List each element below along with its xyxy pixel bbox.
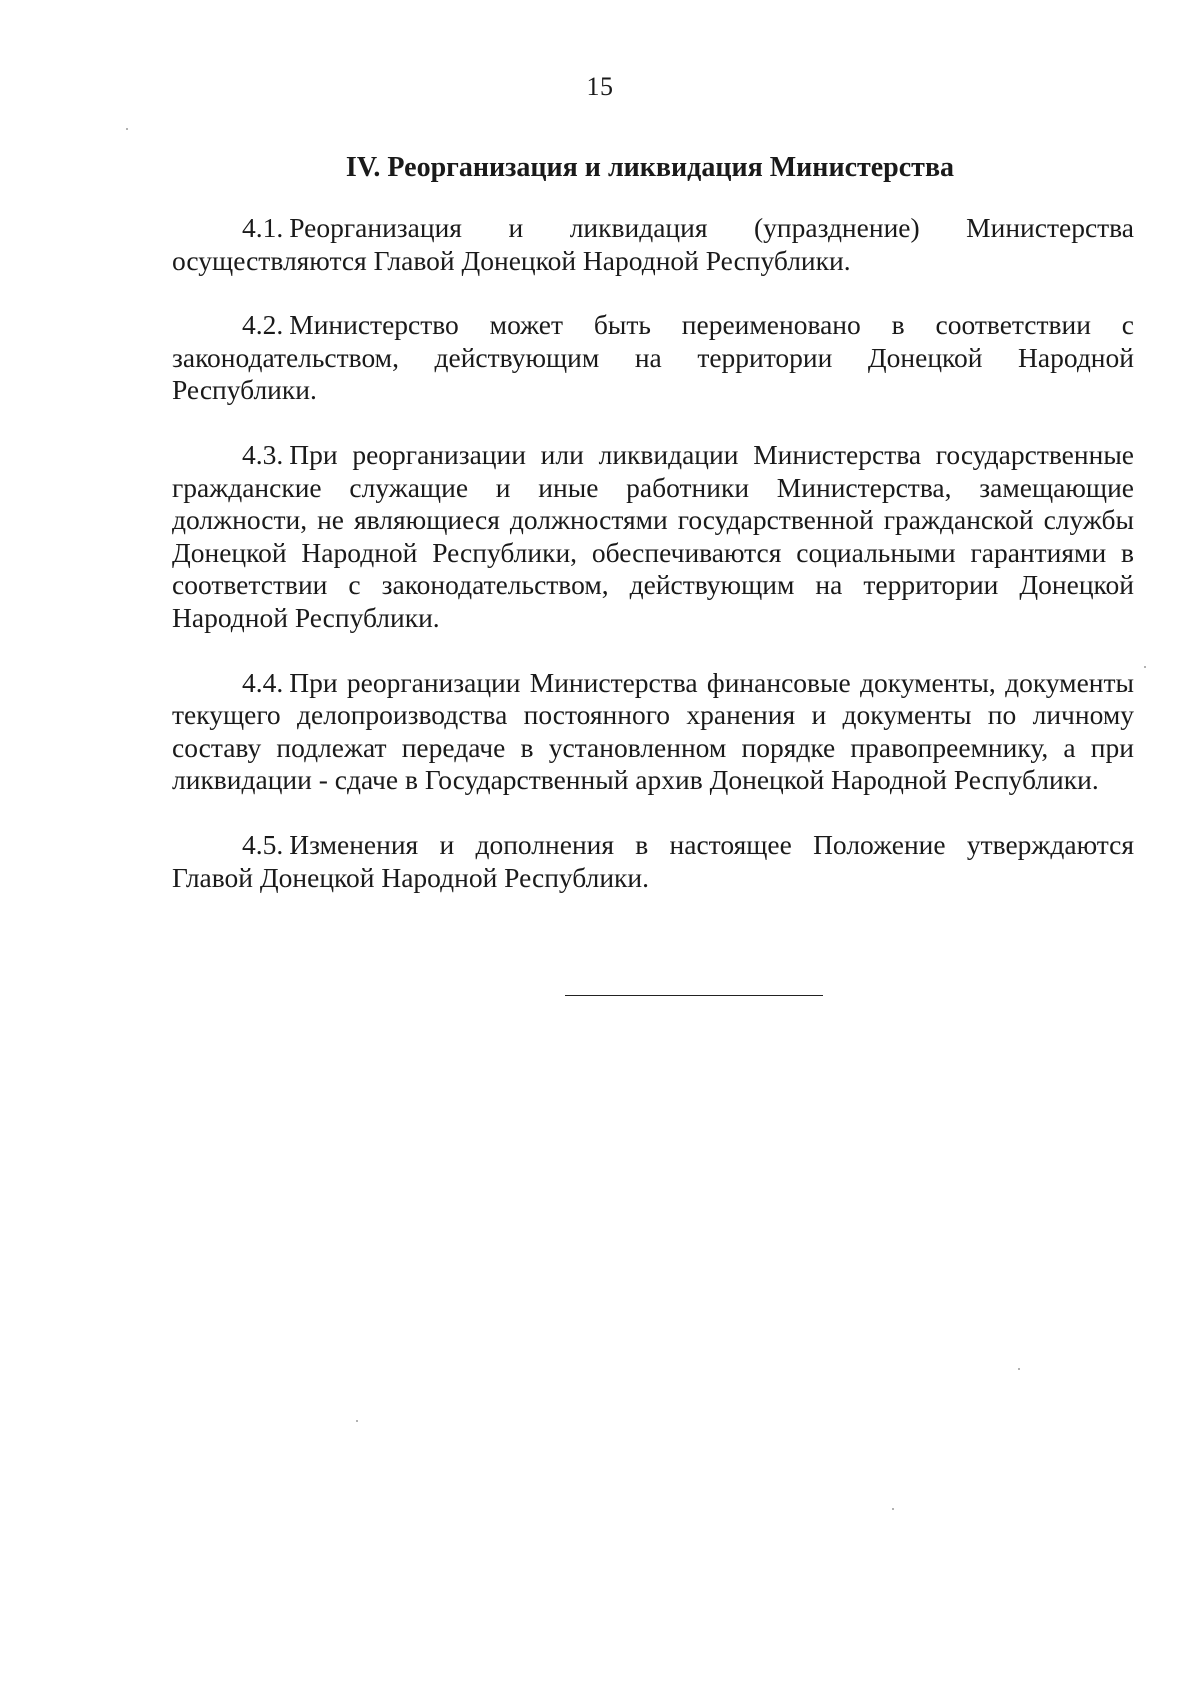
section-title: IV. Реорганизация и ликвидация Министерства — [345, 152, 955, 183]
paragraph-text: Изменения и дополнения в настоящее Положение утверждаются Главой Донецкой Народной Республики. — [172, 828, 1134, 893]
paragraph-4-4 — [172, 667, 1134, 797]
paragraph-4-3 — [172, 439, 1134, 635]
page-number: 15 — [586, 72, 614, 101]
paragraph-4-2 — [172, 309, 1134, 407]
paragraph-number: 4.5. — [242, 828, 284, 860]
paragraph-number: 4.1. — [242, 212, 284, 243]
scan-speck — [1018, 1368, 1020, 1370]
scan-speck — [356, 1420, 358, 1422]
paragraph-text: Реорганизация и ликвидация (упразднение) Министерства осуществляются Главой Донецкой Народной Республики. — [172, 212, 1134, 276]
paragraph-number: 4.2. — [242, 309, 284, 341]
paragraph-number: 4.4. — [242, 666, 284, 698]
paragraph-text: Министерство может быть переименовано в соответствии с законодательством, действующим на территории Донецкой Народной Республики. — [172, 309, 1134, 406]
closing-rule — [565, 995, 823, 996]
scan-speck — [1144, 666, 1146, 668]
paragraph-number: 4.3. — [242, 438, 284, 470]
paragraph-4-5 — [172, 829, 1134, 894]
paragraph-text: При реорганизации или ликвидации Министерства государственные гражданские служащие и иные работники Министерства, замещающие должности, не являющиеся должностями государственной гражданской службы Донецкой Народной Республики, обеспечиваются социальными гарантиями в соответствии с законодательством, действующим на территории Донецкой Народной Республики. — [172, 438, 1134, 633]
scan-speck — [892, 1508, 894, 1510]
paragraph-4-1 — [172, 212, 1134, 277]
document-body — [172, 212, 1134, 926]
paragraph-text: При реорганизации Министерства финансовые документы, документы текущего делопроизводства постоянного хранения и документы по личному составу подлежат передаче в установленном порядке правопреемнику, а при ликвидации - сдаче в Государственный архив Донецкой Народной Республики. — [172, 666, 1134, 796]
scan-speck — [126, 128, 128, 130]
